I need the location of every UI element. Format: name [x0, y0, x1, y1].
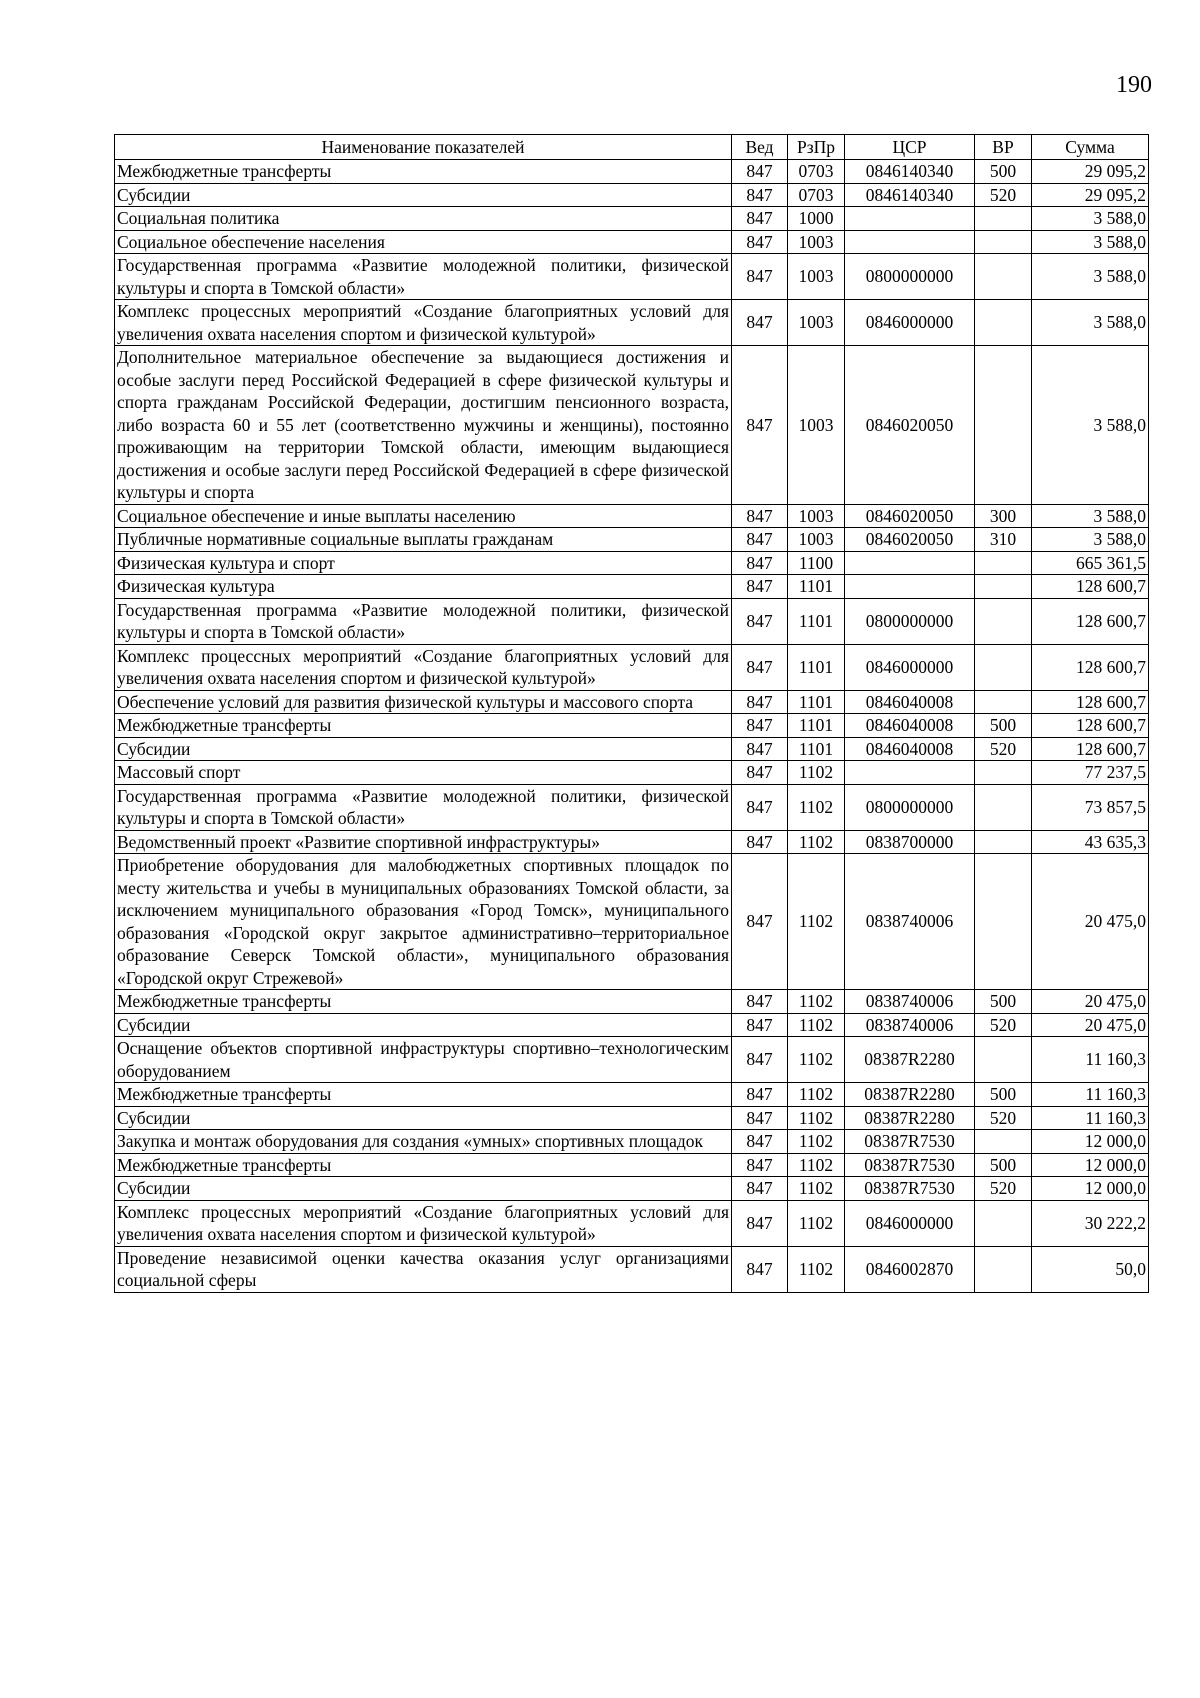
cell-ved: 847 [732, 1013, 788, 1037]
cell-name: Межбюджетные трансферты [115, 714, 732, 738]
cell-csr: 08387R7530 [845, 1130, 975, 1154]
column-header-ved: Вед [732, 135, 788, 160]
cell-csr: 08387R2280 [845, 1106, 975, 1130]
cell-name: Государственная программа «Развитие молодежной политики, физической культуры и спорта в Томской области» [115, 598, 732, 644]
cell-ved: 847 [732, 230, 788, 254]
cell-csr: 0846140340 [845, 160, 975, 184]
cell-csr: 0846000000 [845, 1200, 975, 1246]
table-row [115, 1177, 1149, 1201]
cell-vr: 500 [975, 1083, 1032, 1107]
cell-vr [975, 346, 1032, 505]
cell-name: Физическая культура и спорт [115, 551, 732, 575]
cell-ved: 847 [732, 830, 788, 854]
cell-rzpr: 1102 [788, 1037, 845, 1083]
cell-ved: 847 [732, 990, 788, 1014]
budget-table [114, 134, 1149, 1293]
column-header-sum: Сумма [1032, 135, 1149, 160]
cell-csr: 08387R7530 [845, 1177, 975, 1201]
cell-name: Субсидии [115, 737, 732, 761]
table-row [115, 254, 1149, 300]
cell-sum: 12 000,0 [1032, 1130, 1149, 1154]
cell-vr: 520 [975, 183, 1032, 207]
cell-name: Комплекс процессных мероприятий «Создание благоприятных условий для увеличения охвата населения спортом и физической культурой» [115, 1200, 732, 1246]
cell-csr [845, 230, 975, 254]
cell-vr [975, 761, 1032, 785]
cell-csr [845, 207, 975, 231]
cell-name: Комплекс процессных мероприятий «Создание благоприятных условий для увеличения охвата населения спортом и физической культурой» [115, 644, 732, 690]
cell-vr [975, 1130, 1032, 1154]
cell-vr [975, 575, 1032, 599]
cell-ved: 847 [732, 1106, 788, 1130]
cell-rzpr: 0703 [788, 183, 845, 207]
cell-sum: 128 600,7 [1032, 575, 1149, 599]
table-row [115, 1130, 1149, 1154]
cell-vr [975, 230, 1032, 254]
cell-vr [975, 1200, 1032, 1246]
cell-name: Проведение независимой оценки качества оказания услуг организациями социальной сферы [115, 1246, 732, 1292]
cell-rzpr: 1003 [788, 504, 845, 528]
cell-rzpr: 1102 [788, 1246, 845, 1292]
cell-ved: 847 [732, 714, 788, 738]
cell-vr: 500 [975, 990, 1032, 1014]
cell-rzpr: 1102 [788, 1177, 845, 1201]
cell-rzpr: 1102 [788, 1153, 845, 1177]
cell-csr: 0846020050 [845, 346, 975, 505]
table-row [115, 761, 1149, 785]
cell-csr: 0838700000 [845, 830, 975, 854]
cell-rzpr: 1102 [788, 1083, 845, 1107]
cell-ved: 847 [732, 207, 788, 231]
table-header-row [115, 135, 1149, 160]
cell-ved: 847 [732, 254, 788, 300]
table-row [115, 830, 1149, 854]
cell-name: Субсидии [115, 183, 732, 207]
cell-vr: 300 [975, 504, 1032, 528]
cell-name: Физическая культура [115, 575, 732, 599]
column-header-vr: ВР [975, 135, 1032, 160]
cell-rzpr: 1102 [788, 784, 845, 830]
cell-name: Межбюджетные трансферты [115, 1153, 732, 1177]
cell-name: Закупка и монтаж оборудования для создания «умных» спортивных площадок [115, 1130, 732, 1154]
column-header-name: Наименование показателей [115, 135, 732, 160]
cell-csr [845, 761, 975, 785]
cell-rzpr: 1000 [788, 207, 845, 231]
cell-csr: 08387R7530 [845, 1153, 975, 1177]
cell-ved: 847 [732, 504, 788, 528]
cell-ved: 847 [732, 300, 788, 346]
cell-sum: 128 600,7 [1032, 598, 1149, 644]
cell-rzpr: 1003 [788, 230, 845, 254]
cell-name: Социальное обеспечение и иные выплаты населению [115, 504, 732, 528]
cell-vr [975, 830, 1032, 854]
cell-sum: 3 588,0 [1032, 300, 1149, 346]
cell-name: Государственная программа «Развитие молодежной политики, физической культуры и спорта в Томской области» [115, 784, 732, 830]
table-row [115, 575, 1149, 599]
cell-vr [975, 551, 1032, 575]
cell-ved: 847 [732, 1037, 788, 1083]
cell-ved: 847 [732, 183, 788, 207]
table-row [115, 346, 1149, 505]
table-row [115, 160, 1149, 184]
cell-ved: 847 [732, 854, 788, 990]
cell-name: Приобретение оборудования для малобюджетных спортивных площадок по месту жительства и учебы в муниципальных образованиях Томской области, за исключением муниципального образования «Город Томск», муниципального образования «Городской округ закрытое административно–территориальное образование Северск Томской области», муниципального образования «Городской округ Стрежевой» [115, 854, 732, 990]
table-row [115, 504, 1149, 528]
cell-name: Ведомственный проект «Развитие спортивной инфраструктуры» [115, 830, 732, 854]
cell-vr [975, 854, 1032, 990]
cell-name: Межбюджетные трансферты [115, 990, 732, 1014]
cell-csr: 0846040008 [845, 737, 975, 761]
cell-rzpr: 1102 [788, 1013, 845, 1037]
cell-vr: 520 [975, 1013, 1032, 1037]
cell-rzpr: 1102 [788, 1200, 845, 1246]
cell-sum: 11 160,3 [1032, 1083, 1149, 1107]
cell-name: Субсидии [115, 1013, 732, 1037]
table-row [115, 230, 1149, 254]
table-row [115, 644, 1149, 690]
cell-csr: 0846000000 [845, 644, 975, 690]
cell-sum: 20 475,0 [1032, 854, 1149, 990]
table-row [115, 990, 1149, 1014]
cell-csr: 0838740006 [845, 854, 975, 990]
cell-vr [975, 1246, 1032, 1292]
cell-ved: 847 [732, 1083, 788, 1107]
cell-name: Комплекс процессных мероприятий «Создание благоприятных условий для увеличения охвата населения спортом и физической культурой» [115, 300, 732, 346]
cell-sum: 128 600,7 [1032, 690, 1149, 714]
cell-sum: 29 095,2 [1032, 183, 1149, 207]
cell-rzpr: 1101 [788, 714, 845, 738]
cell-rzpr: 1003 [788, 346, 845, 505]
cell-rzpr: 0703 [788, 160, 845, 184]
cell-sum: 12 000,0 [1032, 1153, 1149, 1177]
cell-ved: 847 [732, 551, 788, 575]
cell-ved: 847 [732, 346, 788, 505]
table-row [115, 854, 1149, 990]
cell-name: Межбюджетные трансферты [115, 1083, 732, 1107]
table-row [115, 551, 1149, 575]
cell-sum: 3 588,0 [1032, 504, 1149, 528]
cell-sum: 11 160,3 [1032, 1106, 1149, 1130]
cell-csr: 0846040008 [845, 714, 975, 738]
table-row [115, 1106, 1149, 1130]
cell-rzpr: 1102 [788, 1130, 845, 1154]
cell-rzpr: 1102 [788, 830, 845, 854]
cell-ved: 847 [732, 644, 788, 690]
cell-ved: 847 [732, 784, 788, 830]
cell-csr: 08387R2280 [845, 1083, 975, 1107]
table-row [115, 598, 1149, 644]
cell-rzpr: 1102 [788, 1106, 845, 1130]
cell-ved: 847 [732, 1130, 788, 1154]
cell-ved: 847 [732, 598, 788, 644]
cell-csr [845, 551, 975, 575]
cell-rzpr: 1101 [788, 690, 845, 714]
cell-sum: 20 475,0 [1032, 990, 1149, 1014]
cell-sum: 3 588,0 [1032, 230, 1149, 254]
cell-sum: 73 857,5 [1032, 784, 1149, 830]
cell-vr: 520 [975, 1177, 1032, 1201]
cell-sum: 3 588,0 [1032, 346, 1149, 505]
cell-ved: 847 [732, 761, 788, 785]
cell-sum: 30 222,2 [1032, 1200, 1149, 1246]
cell-name: Государственная программа «Развитие молодежной политики, физической культуры и спорта в Томской области» [115, 254, 732, 300]
table-row [115, 1037, 1149, 1083]
cell-vr [975, 690, 1032, 714]
cell-sum: 128 600,7 [1032, 737, 1149, 761]
cell-csr: 0846040008 [845, 690, 975, 714]
cell-csr: 0846140340 [845, 183, 975, 207]
cell-vr [975, 784, 1032, 830]
cell-rzpr: 1003 [788, 300, 845, 346]
cell-ved: 847 [732, 1200, 788, 1246]
table-row [115, 207, 1149, 231]
table-row [115, 1083, 1149, 1107]
cell-csr [845, 575, 975, 599]
cell-csr: 0800000000 [845, 784, 975, 830]
table-row [115, 1013, 1149, 1037]
cell-name: Публичные нормативные социальные выплаты гражданам [115, 528, 732, 552]
cell-name: Массовый спорт [115, 761, 732, 785]
table-body [115, 160, 1149, 1293]
table-row [115, 528, 1149, 552]
cell-sum: 29 095,2 [1032, 160, 1149, 184]
cell-vr [975, 207, 1032, 231]
cell-rzpr: 1100 [788, 551, 845, 575]
cell-ved: 847 [732, 1153, 788, 1177]
cell-csr: 0800000000 [845, 254, 975, 300]
cell-ved: 847 [732, 1246, 788, 1292]
cell-ved: 847 [732, 528, 788, 552]
cell-rzpr: 1102 [788, 761, 845, 785]
cell-vr: 500 [975, 160, 1032, 184]
cell-vr: 500 [975, 1153, 1032, 1177]
cell-name: Субсидии [115, 1106, 732, 1130]
cell-vr: 500 [975, 714, 1032, 738]
cell-name: Субсидии [115, 1177, 732, 1201]
cell-sum: 12 000,0 [1032, 1177, 1149, 1201]
table-row [115, 784, 1149, 830]
cell-rzpr: 1101 [788, 575, 845, 599]
column-header-rzpr: РзПр [788, 135, 845, 160]
cell-csr: 08387R2280 [845, 1037, 975, 1083]
cell-ved: 847 [732, 1177, 788, 1201]
cell-csr: 0838740006 [845, 990, 975, 1014]
page-number: 190 [1116, 72, 1152, 98]
cell-sum: 11 160,3 [1032, 1037, 1149, 1083]
cell-vr [975, 598, 1032, 644]
cell-csr: 0800000000 [845, 598, 975, 644]
cell-rzpr: 1003 [788, 528, 845, 552]
cell-vr: 520 [975, 1106, 1032, 1130]
cell-name: Оснащение объектов спортивной инфраструктуры спортивно–технологическим оборудованием [115, 1037, 732, 1083]
cell-vr [975, 1037, 1032, 1083]
cell-sum: 43 635,3 [1032, 830, 1149, 854]
cell-csr: 0846000000 [845, 300, 975, 346]
cell-sum: 128 600,7 [1032, 644, 1149, 690]
cell-rzpr: 1102 [788, 990, 845, 1014]
cell-csr: 0846020050 [845, 528, 975, 552]
cell-sum: 3 588,0 [1032, 207, 1149, 231]
cell-rzpr: 1101 [788, 598, 845, 644]
cell-vr: 520 [975, 737, 1032, 761]
cell-name: Обеспечение условий для развития физической культуры и массового спорта [115, 690, 732, 714]
table-row [115, 183, 1149, 207]
table-row [115, 690, 1149, 714]
cell-vr: 310 [975, 528, 1032, 552]
table-row [115, 1153, 1149, 1177]
cell-ved: 847 [732, 575, 788, 599]
cell-vr [975, 254, 1032, 300]
table-row [115, 1200, 1149, 1246]
cell-name: Социальное обеспечение населения [115, 230, 732, 254]
column-header-csr: ЦСР [845, 135, 975, 160]
cell-sum: 77 237,5 [1032, 761, 1149, 785]
cell-sum: 3 588,0 [1032, 528, 1149, 552]
cell-rzpr: 1101 [788, 644, 845, 690]
table-row [115, 1246, 1149, 1292]
cell-vr [975, 644, 1032, 690]
table-row [115, 300, 1149, 346]
cell-rzpr: 1102 [788, 854, 845, 990]
cell-ved: 847 [732, 690, 788, 714]
cell-name: Межбюджетные трансферты [115, 160, 732, 184]
cell-ved: 847 [732, 160, 788, 184]
cell-sum: 665 361,5 [1032, 551, 1149, 575]
cell-rzpr: 1003 [788, 254, 845, 300]
cell-name: Дополнительное материальное обеспечение за выдающиеся достижения и особые заслуги перед Российской Федерацией в сфере физической культуры и спорта гражданам Российской Федерации, достигшим пенсионного возраста, либо возраста 60 и 55 лет (соответственно мужчины и женщины), постоянно проживающим на территории Томской области, имеющим выдающиеся достижения и особые заслуги перед Российской Федерацией в сфере физической культуры и спорта [115, 346, 732, 505]
cell-name: Социальная политика [115, 207, 732, 231]
table-row [115, 714, 1149, 738]
table-row [115, 737, 1149, 761]
cell-sum: 128 600,7 [1032, 714, 1149, 738]
cell-sum: 50,0 [1032, 1246, 1149, 1292]
cell-sum: 3 588,0 [1032, 254, 1149, 300]
cell-csr: 0846020050 [845, 504, 975, 528]
cell-ved: 847 [732, 737, 788, 761]
cell-rzpr: 1101 [788, 737, 845, 761]
cell-csr: 0846002870 [845, 1246, 975, 1292]
cell-sum: 20 475,0 [1032, 1013, 1149, 1037]
cell-vr [975, 300, 1032, 346]
cell-csr: 0838740006 [845, 1013, 975, 1037]
